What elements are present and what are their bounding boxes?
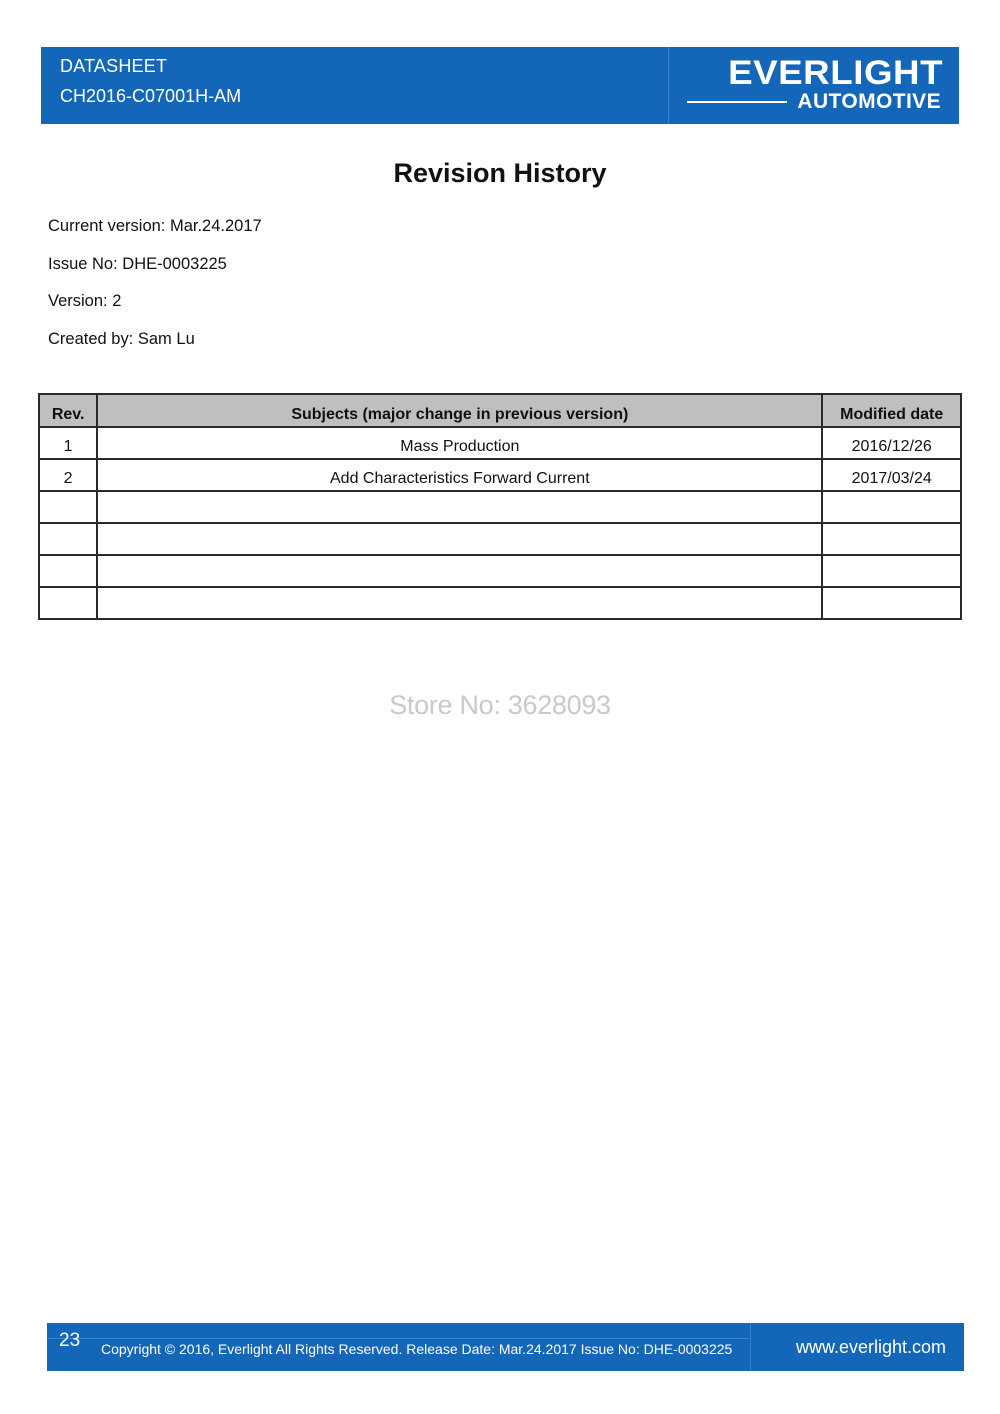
header-modified-date: Modified date [822,394,961,427]
cell-date [822,491,961,523]
logo-rule [687,101,787,103]
doc-type-label: DATASHEET [60,56,168,76]
header-band [41,47,959,124]
table-row [39,523,961,555]
version-text: Version: 2 [48,292,122,310]
table-row [39,491,961,523]
table-row [39,427,961,459]
table-row [39,555,961,587]
table-row [39,459,961,491]
cell-subject: Add Characteristics Forward Current [97,459,822,491]
page-number: 23 [59,1330,81,1351]
cell-date [822,555,961,587]
created-by-text: Created by: Sam Lu [48,330,195,348]
cell-subject [97,587,822,619]
page-title: Revision History [393,158,607,188]
everlight-logo [683,56,943,118]
cell-date: 2017/03/24 [822,459,961,491]
current-version-text: Current version: Mar.24.2017 [48,217,262,235]
header-subjects: Subjects (major change in previous version) [97,394,822,427]
header-rev: Rev. [39,394,97,427]
cell-rev: 1 [39,427,97,459]
doc-code-label: CH2016-C07001H-AM [60,86,242,106]
table-header-row [39,394,961,427]
table-row [39,587,961,619]
cell-subject: Mass Production [97,427,822,459]
revision-table [38,393,962,620]
logo-sub-text: AUTOMOTIVE [797,90,941,113]
header-divider [668,47,669,124]
footer-divider [750,1323,751,1371]
issue-number-text: Issue No: DHE-0003225 [48,255,227,273]
copyright-text: Copyright © 2016, Everlight All Rights Reserved. Release Date: Mar.24.2017 Issue No: DHE-0003225 [101,1341,733,1357]
cell-rev [39,523,97,555]
cell-date: 2016/12/26 [822,427,961,459]
website-link[interactable]: www.everlight.com [795,1337,946,1357]
footer-rule [47,1338,749,1339]
cell-date [822,587,961,619]
logo-brand-text: EVERLIGHT [727,54,943,92]
cell-rev [39,491,97,523]
cell-subject [97,523,822,555]
footer-band [47,1323,964,1371]
store-watermark: Store No: 3628093 [389,690,611,720]
cell-date [822,523,961,555]
cell-rev [39,555,97,587]
cell-subject [97,555,822,587]
cell-rev: 2 [39,459,97,491]
cell-rev [39,587,97,619]
cell-subject [97,491,822,523]
